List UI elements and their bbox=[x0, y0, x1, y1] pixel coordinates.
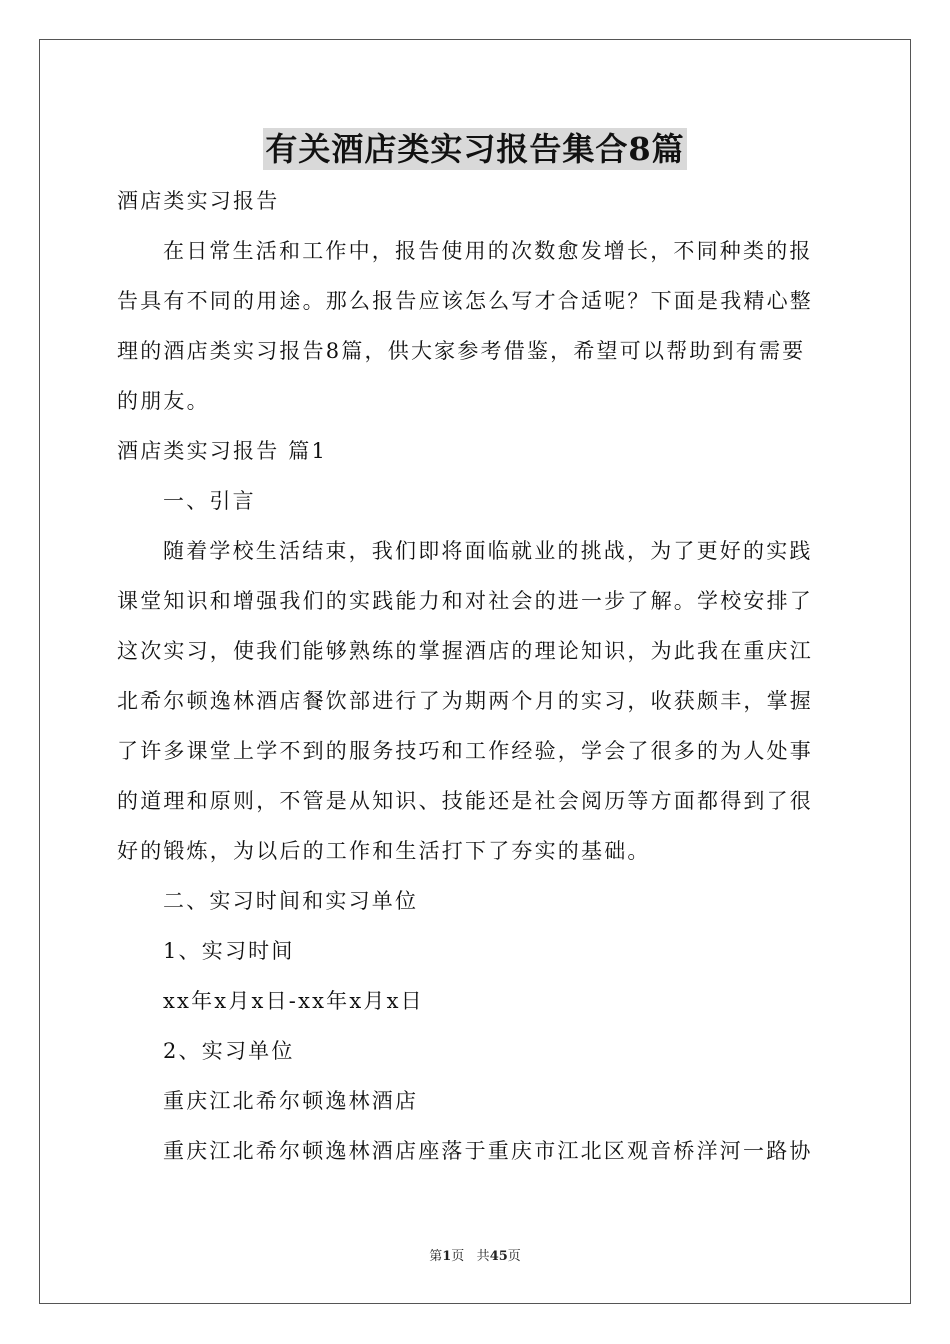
total-suffix: 页 bbox=[507, 1249, 521, 1264]
text-line: 这次实习，使我们能够熟练的掌握酒店的理论知识，为此我在重庆江 bbox=[117, 639, 813, 663]
text-line: 二、实习时间和实习单位 bbox=[163, 889, 419, 913]
page-number: 1 bbox=[442, 1249, 452, 1264]
document-title: 有关酒店类实习报告集合8篇 bbox=[265, 130, 685, 168]
text-line: 课堂知识和增强我们的实践能力和对社会的进一步了解。学校安排了 bbox=[117, 589, 813, 613]
text-line: 1、实习时间 bbox=[163, 939, 295, 963]
text-line: xx年x月x日-xx年x月x日 bbox=[163, 989, 424, 1013]
text-line: 重庆江北希尔顿逸林酒店座落于重庆市江北区观音桥洋河一路协 bbox=[163, 1139, 813, 1163]
page-suffix: 页 bbox=[451, 1249, 465, 1264]
text-line: 好的锻炼，为以后的工作和生活打下了夯实的基础。 bbox=[117, 839, 651, 863]
page-footer bbox=[0, 1245, 950, 1264]
text-line: 的道理和原则，不管是从知识、技能还是社会阅历等方面都得到了很 bbox=[117, 789, 813, 813]
text-line: 北希尔顿逸林酒店餐饮部进行了为期两个月的实习，收获颇丰，掌握 bbox=[117, 689, 813, 713]
text-line: 理的酒店类实习报告8篇，供大家参考借鉴，希望可以帮助到有需要 bbox=[117, 339, 806, 363]
page-prefix: 第 bbox=[429, 1249, 443, 1264]
text-line: 了许多课堂上学不到的服务技巧和工作经验，学会了很多的为人处事 bbox=[117, 739, 813, 763]
total-pages: 45 bbox=[489, 1249, 508, 1264]
text-line: 在日常生活和工作中，报告使用的次数愈发增长，不同种类的报 bbox=[163, 239, 813, 263]
text-line: 随着学校生活结束，我们即将面临就业的挑战，为了更好的实践 bbox=[163, 539, 813, 563]
text-line: 一、引言 bbox=[163, 489, 256, 513]
text-line: 告具有不同的用途。那么报告应该怎么写才合适呢？下面是我精心整 bbox=[117, 289, 813, 313]
text-line: 酒店类实习报告 篇1 bbox=[117, 439, 328, 463]
total-prefix: 共 bbox=[476, 1249, 490, 1264]
title-container bbox=[0, 128, 950, 170]
text-line: 酒店类实习报告 bbox=[117, 189, 280, 213]
text-line: 重庆江北希尔顿逸林酒店 bbox=[163, 1089, 419, 1113]
document-body bbox=[117, 176, 833, 1176]
text-line: 2、实习单位 bbox=[163, 1039, 295, 1063]
text-line: 的朋友。 bbox=[117, 389, 210, 413]
